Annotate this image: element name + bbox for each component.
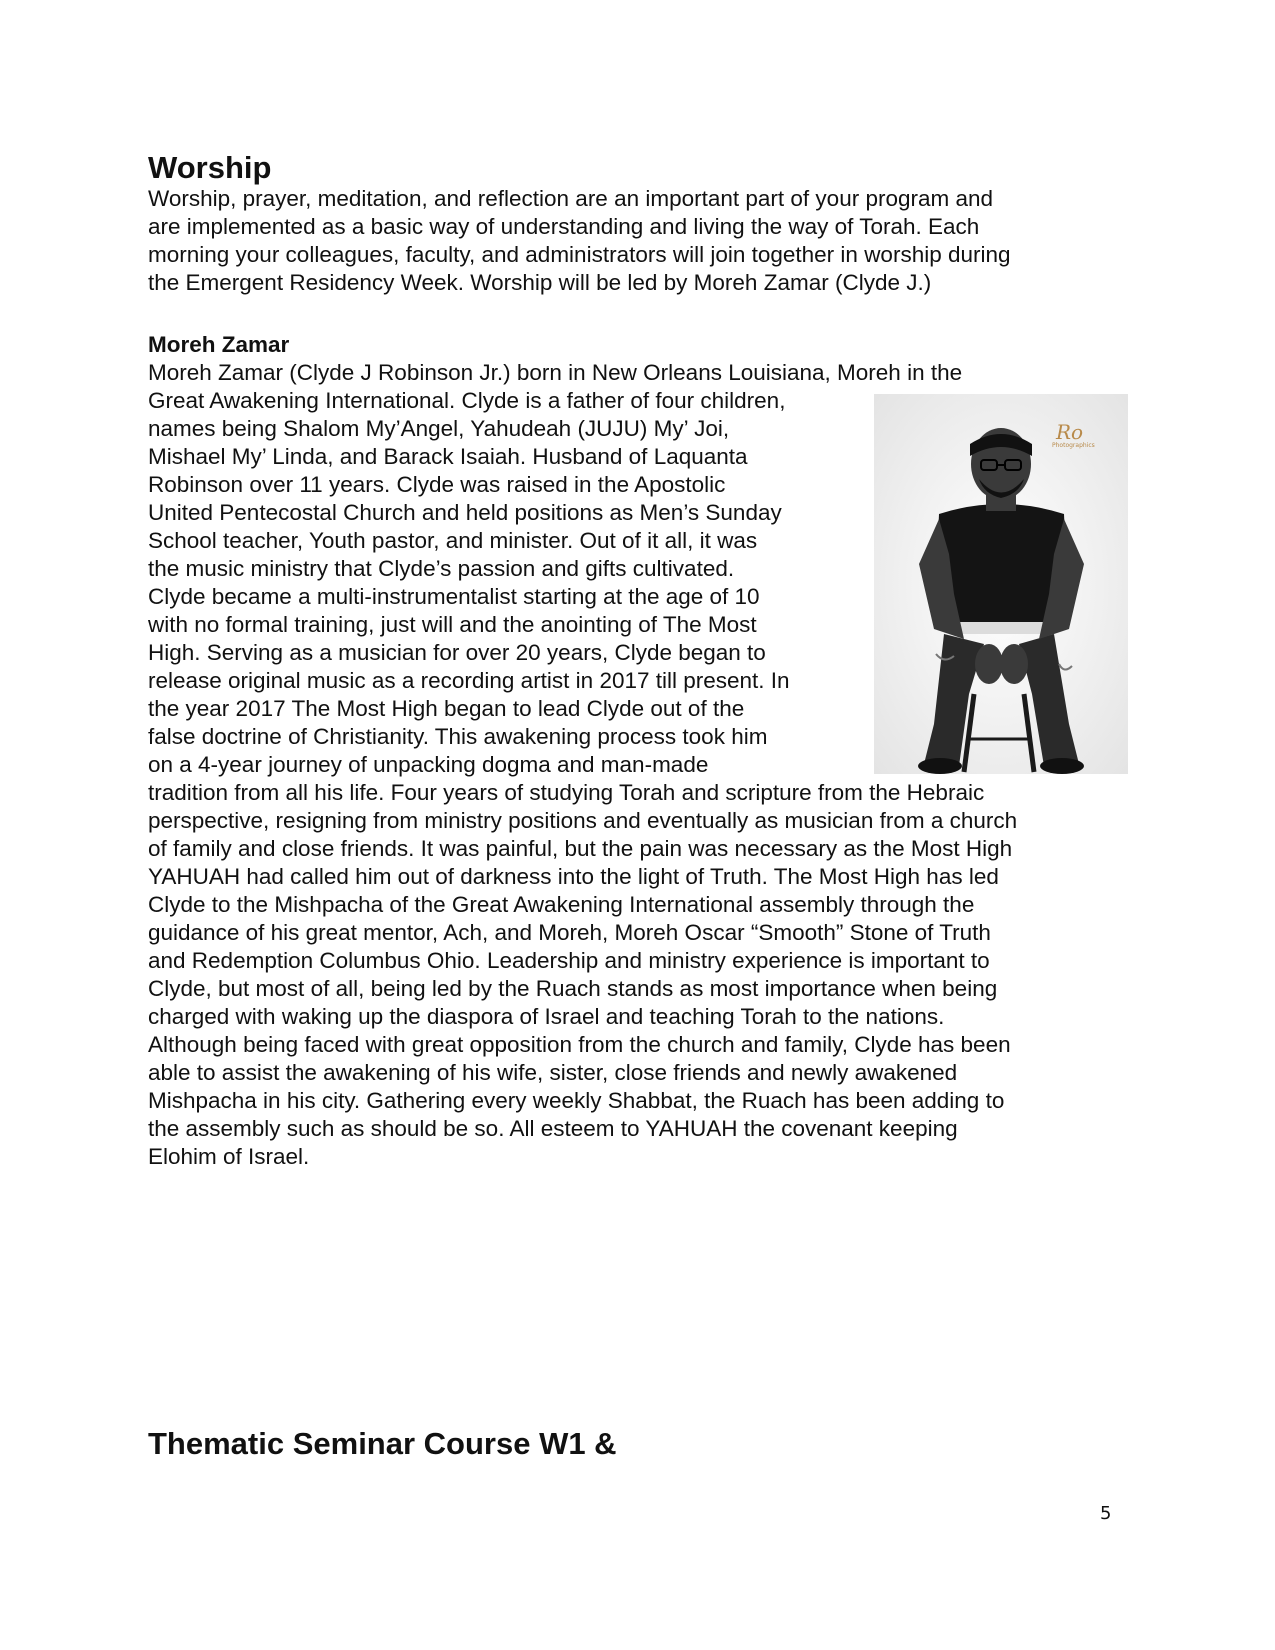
bio-line: the year 2017 The Most High began to lead Clyde out of the bbox=[148, 696, 745, 721]
bio-line: Clyde to the Mishpacha of the Great Awakening International assembly through the bbox=[148, 892, 975, 917]
bio-line: of family and close friends. It was painful, but the pain was necessary as the Most High bbox=[148, 836, 1013, 861]
bio-line: Elohim of Israel. bbox=[148, 1144, 310, 1169]
bio-line: charged with waking up the diaspora of Israel and teaching Torah to the nations. bbox=[148, 1004, 945, 1029]
bio-line: the assembly such as should be so. All esteem to YAHUAH the covenant keeping bbox=[148, 1116, 958, 1141]
bio-line: release original music as a recording artist in 2017 till present. In bbox=[148, 668, 790, 693]
bio-line: guidance of his great mentor, Ach, and Moreh, Moreh Oscar “Smooth” Stone of Truth bbox=[148, 920, 991, 945]
bio-line: tradition from all his life. Four years of studying Torah and scripture from the Hebraic bbox=[148, 780, 985, 805]
portrait-photo-icon bbox=[874, 394, 1128, 774]
bio-heading: Moreh Zamar bbox=[148, 332, 290, 357]
bio-line: School teacher, Youth pastor, and minister. Out of it all, it was bbox=[148, 528, 758, 553]
bio-line: High. Serving as a musician for over 20 years, Clyde began to bbox=[148, 640, 766, 665]
bio-line: on a 4-year journey of unpacking dogma and man-made bbox=[148, 752, 709, 777]
page-number: 5 bbox=[1100, 1503, 1112, 1524]
worship-line: are implemented as a basic way of understanding and living the way of Torah. Each bbox=[148, 214, 980, 239]
thematic-seminar-heading: Thematic Seminar Course W1 & bbox=[148, 1426, 617, 1461]
bio-line: YAHUAH had called him out of darkness into the light of Truth. The Most High has led bbox=[148, 864, 999, 889]
bio-line: and Redemption Columbus Ohio. Leadership and ministry experience is important to bbox=[148, 948, 990, 973]
bio-line: false doctrine of Christianity. This awakening process took him bbox=[148, 724, 768, 749]
bio-line: Moreh Zamar (Clyde J Robinson Jr.) born in New Orleans Louisiana, Moreh in the bbox=[148, 360, 963, 385]
bio-line: the music ministry that Clyde’s passion and gifts cultivated. bbox=[148, 556, 735, 581]
bio-line: Mishpacha in his city. Gathering every weekly Shabbat, the Ruach has been adding to bbox=[148, 1088, 1005, 1113]
bio-line: Great Awakening International. Clyde is a father of four children, bbox=[148, 388, 786, 413]
bio-line: able to assist the awakening of his wife, sister, close friends and newly awakened bbox=[148, 1060, 958, 1085]
bio-line: Although being faced with great opposition from the church and family, Clyde has been bbox=[148, 1032, 1011, 1057]
worship-line: the Emergent Residency Week. Worship will be led by Moreh Zamar (Clyde J.) bbox=[148, 270, 932, 295]
bio-line: United Pentecostal Church and held positions as Men’s Sunday bbox=[148, 500, 782, 525]
bio-line: names being Shalom My’Angel, Yahudeah (JUJU) My’ Joi, bbox=[148, 416, 730, 441]
worship-line: morning your colleagues, faculty, and administrators will join together in worship during bbox=[148, 242, 1011, 267]
bio-line: Robinson over 11 years. Clyde was raised in the Apostolic bbox=[148, 472, 726, 497]
bio-line: Mishael My’ Linda, and Barack Isaiah. Husband of Laquanta bbox=[148, 444, 748, 469]
bio-line: with no formal training, just will and the anointing of The Most bbox=[148, 612, 757, 637]
portrait-photo bbox=[874, 394, 1128, 774]
bio-line: Clyde, but most of all, being led by the Ruach stands as most importance when being bbox=[148, 976, 998, 1001]
photo-watermark-sub: Photographics bbox=[1052, 442, 1095, 449]
bio-line: Clyde became a multi-instrumentalist starting at the age of 10 bbox=[148, 584, 760, 609]
photo-watermark: Ro bbox=[1056, 420, 1084, 444]
worship-title: Worship bbox=[148, 150, 272, 185]
bio-line: perspective, resigning from ministry positions and eventually as musician from a church bbox=[148, 808, 1018, 833]
worship-line: Worship, prayer, meditation, and reflection are an important part of your program and bbox=[148, 186, 994, 211]
